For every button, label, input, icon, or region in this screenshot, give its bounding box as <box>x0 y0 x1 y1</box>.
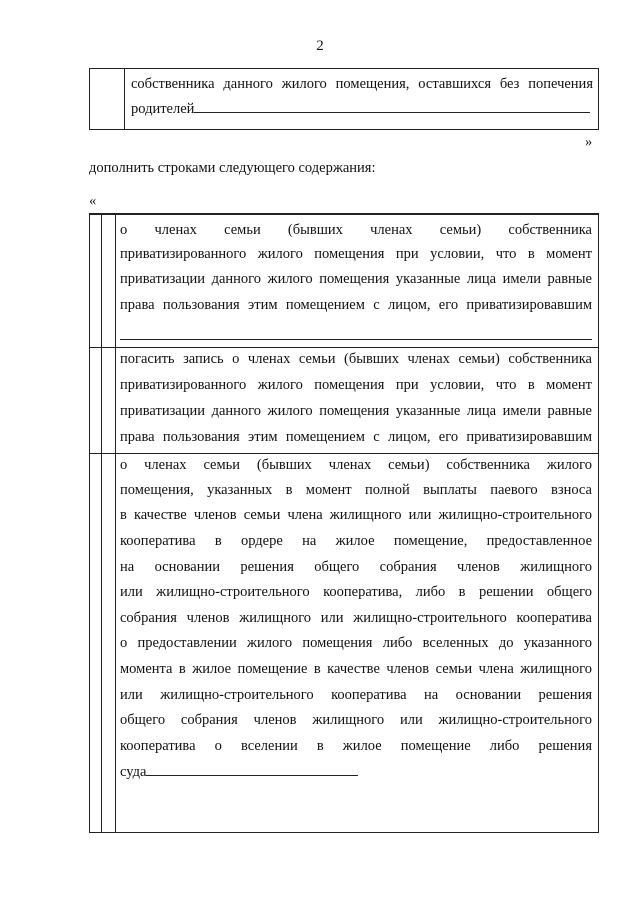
closing-quote: » <box>585 134 593 150</box>
main-table-divider-1 <box>101 213 102 833</box>
table-row-line: приватизированного жилого помещения при условии, что в момент <box>120 246 592 262</box>
main-table-border-top <box>89 213 599 215</box>
fill-line <box>146 774 358 776</box>
table-row-line: или жилищно-строительного кооператива, либо в решении общего <box>120 584 592 600</box>
page-number: 2 <box>316 38 324 54</box>
table-row-line: права пользования этим помещением с лицом, его приватизировавшим <box>120 429 592 445</box>
row-separator <box>89 347 599 348</box>
main-table-border-right <box>598 213 599 833</box>
table-row-line: помещения, указанных в момент полной выплаты паевого взноса <box>120 482 592 498</box>
table-row-line <box>120 764 358 781</box>
table-row-line: права пользования этим помещением с лицом, его приватизировавшим <box>120 297 592 313</box>
table-row-line: момента в жилое помещение в качестве членов семьи члена жилищного <box>120 661 592 677</box>
table-row-line: о предоставлении жилого помещения либо вселенных до указанного <box>120 635 592 651</box>
main-table-border-bottom <box>89 832 599 833</box>
instruction-text: дополнить строками следующего содержания: <box>89 160 376 176</box>
top-table-divider <box>124 68 125 130</box>
main-table-border-left <box>89 213 90 833</box>
top-table-border-bottom <box>89 129 599 130</box>
fill-line <box>194 111 590 113</box>
table-row-line-text: суда <box>120 764 147 780</box>
table-row-line: погасить запись о членах семьи (бывших членах семьи) собственника <box>120 351 592 367</box>
table-row-line: на основании решения общего собрания членов жилищного <box>120 559 592 575</box>
top-table-border-left <box>89 68 90 130</box>
table-row-line: о членах семьи (бывших членах семьи) собственника <box>120 222 592 238</box>
table-row-line: приватизации данного жилого помещения указанные лица имели равные <box>120 403 592 419</box>
table-row-line: кооператива о вселении в жилое помещение либо решения <box>120 738 592 754</box>
opening-quote: « <box>89 193 97 209</box>
top-table-border-right <box>598 68 599 130</box>
table-row-line: о членах семьи (бывших членах семьи) собственника жилого <box>120 457 592 473</box>
top-table-border-top <box>89 68 599 69</box>
main-table-divider-2 <box>115 213 116 833</box>
table-row-line: приватизации данного жилого помещения указанные лица имели равные <box>120 271 592 287</box>
table-row-line: собрания членов жилищного или жилищно-строительного кооператива <box>120 610 592 626</box>
table-row-line: приватизированного жилого помещения при условии, что в момент <box>120 377 592 393</box>
fill-line <box>120 339 592 340</box>
row-separator <box>89 453 599 454</box>
table-row-line: или жилищно-строительного кооператива на основании решения <box>120 687 592 703</box>
table-row-line: кооператива в ордере на жилое помещение, предоставленное <box>120 533 592 549</box>
top-table-line: собственника данного жилого помещения, оставшихся без попечения <box>131 76 593 92</box>
table-row-line: в качестве членов семьи члена жилищного или жилищно-строительного <box>120 507 592 523</box>
top-table-line <box>131 101 593 118</box>
top-table-line-text: родителей <box>131 101 195 117</box>
table-row-line: общего собрания членов жилищного или жилищно-строительного <box>120 712 592 728</box>
